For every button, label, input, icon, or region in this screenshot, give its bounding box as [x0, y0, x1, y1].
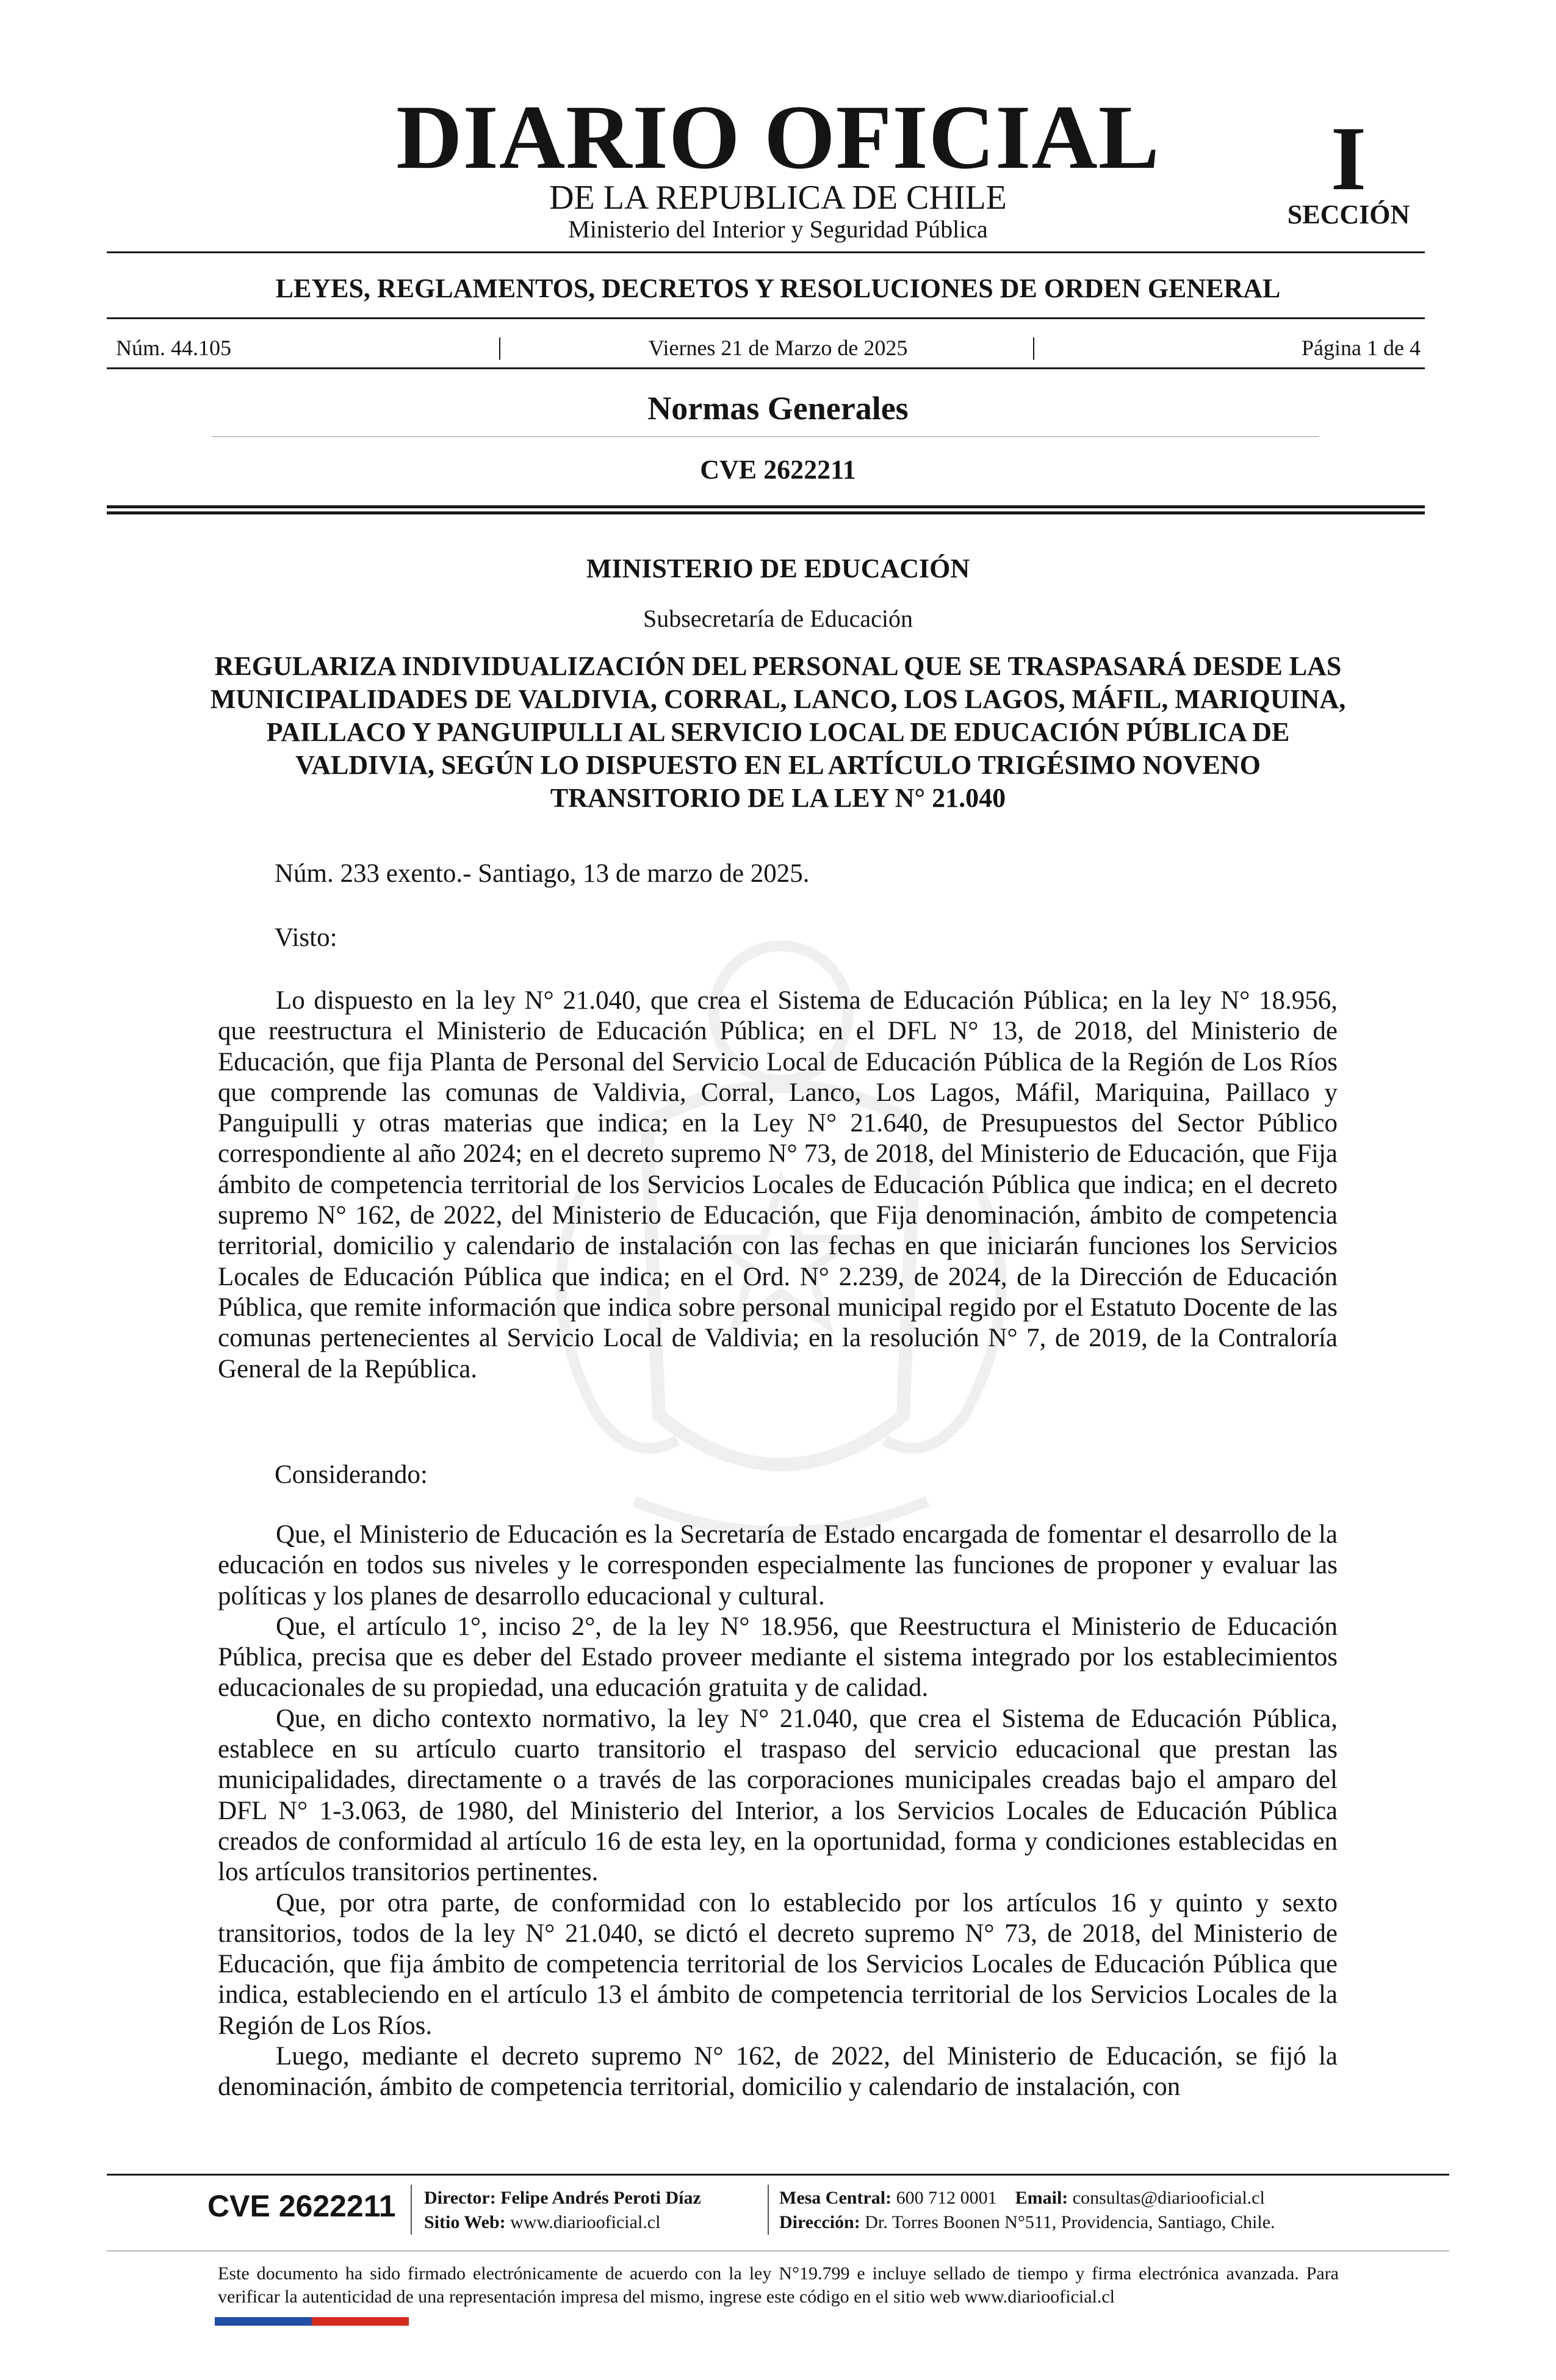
newspaper-ministry: Ministerio del Interior y Seguridad Pública: [568, 215, 988, 243]
considerando-paragraph: Que, el Ministerio de Educación es la Secretaría de Estado encargada de fomentar el desarrollo de la educación en todos sus niveles y le corresponden especialmente las funciones de proponer y evaluar las políticas y los planes de desarrollo educacional y cultural.: [218, 1520, 1338, 1610]
email-link[interactable]: consultas@diariooficial.cl: [1072, 2188, 1265, 2208]
newspaper-title: DIARIO OFICIAL: [396, 87, 1160, 188]
section-heading: Normas Generales: [647, 390, 909, 427]
footer-director-block: [424, 2186, 701, 2235]
considerandos-block: [218, 1520, 1338, 2103]
flag-red-stripe: [312, 2317, 409, 2326]
flag-color-bar: [215, 2317, 409, 2326]
section-thin-rule: [212, 436, 1319, 437]
section-double-rule: [107, 505, 1425, 508]
director-label: Director:: [424, 2188, 496, 2208]
footer-contact-block: [779, 2186, 1275, 2235]
visto-paragraph: Lo dispuesto en la ley N° 21.040, que crea el Sistema de Educación Pública; en la ley N° 18.956, que reestructura el Ministerio de Educación Pública; en el DFL N° 13, de 2018, del Ministerio de Educación, que fija Planta de Personal del Servicio Local de Educación Pública de la Región de Los Ríos que comprende las comunas de Valdivia, Corral, Lanco, Los Lagos, Máfil, Mariquina, Paillaco y Panguipulli y otras materias que indica; en la Ley N° 21.640, de Presupuestos del Sector Público correspondiente al año 2024; en el decreto supremo N° 73, de 2018, del Ministerio de Educación, que Fija ámbito de competencia territorial de los Servicios Locales de Educación Pública que indica; en el decreto supremo N° 162, de 2022, del Ministerio de Educación, que Fija denominación, ámbito de competencia territorial, domicilio y calendario de instalación con las fechas en que iniciarán funciones los Servicios Locales de Educación Pública que indica; en el Ord. N° 2.239, de 2024, de la Dirección de Educación Pública, que remite información que indica sobre personal municipal regido por el Estatuto Docente de las comunas pertenecientes al Servicio Local de Valdivia; en la resolución N° 7, de 2019, de la Contraloría General de la República.: [218, 986, 1338, 1383]
subsecretaria-name: Subsecretaría de Educación: [643, 605, 913, 632]
footer-divider: [768, 2185, 769, 2235]
band-title: LEYES, REGLAMENTOS, DECRETOS Y RESOLUCIONES DE ORDEN GENERAL: [275, 273, 1281, 303]
mesa-phone: 600 712 0001: [896, 2188, 997, 2208]
considerando-paragraph: Luego, mediante el decreto supremo N° 162, de 2022, del Ministerio de Educación, se fijó la denominación, ámbito de competencia territorial, domicilio y calendario de instalación, con: [218, 2042, 1338, 2102]
decree-number: Núm. 233 exento.- Santiago, 13 de marzo de 2025.: [275, 859, 810, 888]
email-label: Email:: [1015, 2188, 1068, 2208]
section-double-rule: [107, 511, 1425, 514]
info-separator: |: [1031, 333, 1037, 360]
footer-cve-code: CVE 2622211: [207, 2189, 396, 2223]
page-indicator: Página 1 de 4: [1302, 336, 1421, 360]
visto-label: Visto:: [275, 923, 337, 952]
cve-code: CVE 2622211: [700, 455, 856, 485]
address-label: Dirección:: [779, 2212, 860, 2232]
footer-authenticity-note: Este documento ha sido firmado electrónicamente de acuerdo con la ley N°19.799 e incluye sellado de tiempo y firma electrónica avanzada. Para verificar la autenticidad de una representación impresa del mismo, ingrese este código en el sitio web www.diariooficial.cl: [218, 2263, 1339, 2307]
ministry-name: MINISTERIO DE EDUCACIÓN: [586, 554, 970, 583]
header-rule: [107, 251, 1425, 253]
footer-divider: [411, 2185, 412, 2235]
director-name: Felipe Andrés Peroti Díaz: [500, 2188, 701, 2208]
considerando-paragraph: Que, el artículo 1°, inciso 2°, de la ley N° 18.956, que Reestructura el Ministerio de Educación Pública, precisa que es deber del Estado proveer mediante el sistema integrado por los establecimientos educacionales de su propiedad, una educación gratuita y de calidad.: [218, 1612, 1338, 1703]
considerando-label: Considerando:: [275, 1460, 428, 1489]
info-separator: |: [497, 333, 503, 360]
address-value: Dr. Torres Boonen N°511, Providencia, Santiago, Chile.: [865, 2212, 1275, 2232]
section-label: SECCIÓN: [1287, 200, 1410, 229]
flag-blue-stripe: [215, 2317, 312, 2326]
section-number: I: [1330, 108, 1367, 209]
info-rule: [107, 367, 1425, 369]
mesa-label: Mesa Central:: [779, 2188, 892, 2208]
issue-date: Viernes 21 de Marzo de 2025: [648, 336, 908, 360]
decree-title: REGULARIZA INDIVIDUALIZACIÓN DEL PERSONAL QUE SE TRASPASARÁ DESDE LAS MUNICIPALIDADES DE VALDIVIA, CORRAL, LANCO, LOS LAGOS, MÁFIL, MARIQUINA, PAILLACO Y PANGUIPULLI AL SERVICIO LOCAL DE EDUCACIÓN PÚBLICA DE VALDIVIA, SEGÚN LO DISPUESTO EN EL ARTÍCULO TRIGÉSIMO NOVENO TRANSITORIO DE LA LEY N° 21.040: [210, 651, 1346, 813]
considerando-paragraph: Que, en dicho contexto normativo, la ley N° 21.040, que crea el Sistema de Educación Pública, establece en su artículo cuarto transitorio el traspaso del servicio educacional que prestan las municipalidades, directamente o a través de las corporaciones municipales creadas bajo el amparo del DFL N° 1-3.063, de 1980, del Ministerio del Interior, a los Servicios Locales de Educación Pública creados de conformidad al artículo 16 de esta ley, en la oportunidad, forma y condiciones establecidas en los artículos transitorios pertinentes.: [218, 1704, 1338, 1887]
website-link[interactable]: www.diariooficial.cl: [510, 2212, 661, 2232]
issue-number: Núm. 44.105: [116, 336, 231, 360]
website-label: Sitio Web:: [424, 2212, 506, 2232]
considerando-paragraph: Que, por otra parte, de conformidad con lo establecido por los artículos 16 y quinto y sexto transitorios, todos de la ley N° 21.040, se dictó el decreto supremo N° 73, de 2018, del Ministerio de Educación, que fija ámbito de competencia territorial de los Servicios Locales de Educación Pública que indica, estableciendo en el artículo 13 el ámbito de competencia territorial de los Servicios Locales de la Región de Los Ríos.: [218, 1888, 1338, 2040]
footer-rule: [107, 2174, 1449, 2176]
band-rule: [107, 317, 1425, 319]
newspaper-subtitle: DE LA REPUBLICA DE CHILE: [549, 179, 1007, 217]
